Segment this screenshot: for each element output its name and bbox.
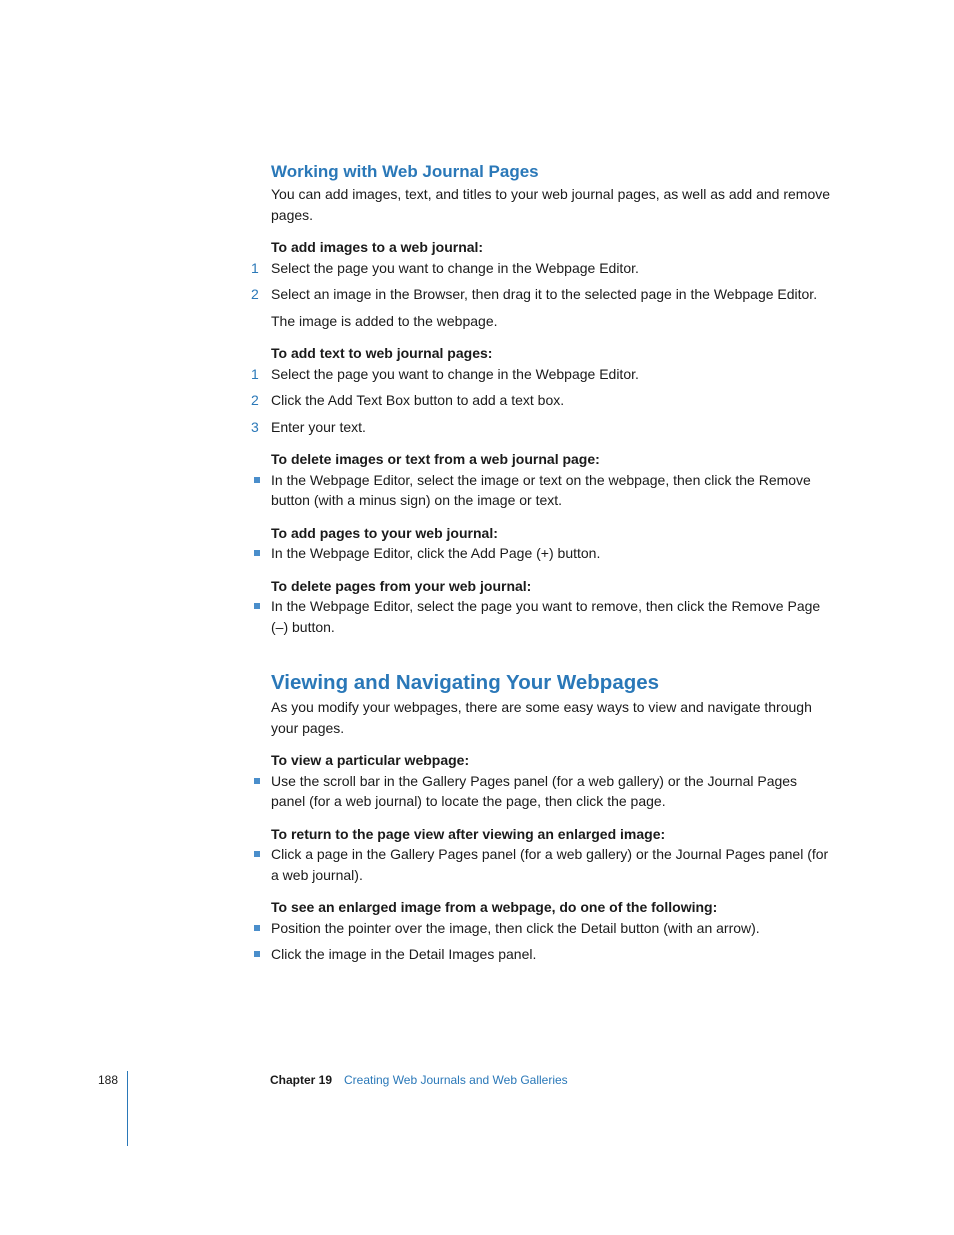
task-title: To delete pages from your web journal: [271, 577, 532, 594]
step-item [251, 284, 831, 305]
numbered-steps [251, 364, 831, 438]
step-number: 1 [251, 365, 259, 382]
square-bullet-icon [254, 951, 260, 957]
step-note: The image is added to the webpage. [271, 312, 498, 329]
task-title: To add images to a web journal: [271, 239, 484, 255]
step-text: Select an image in the Browser, then drag it to the selected page in the Webpage Editor. [271, 286, 818, 302]
square-bullet-icon [254, 550, 260, 556]
square-bullet-icon [254, 925, 260, 931]
step-item [251, 390, 831, 411]
square-bullet-icon [254, 603, 260, 609]
step-text: Enter your text. [271, 418, 366, 435]
list-item: Position the pointer over the image, then click the Detail button (with an arrow). [271, 918, 831, 939]
list-item: In the Webpage Editor, select the image or text on the webpage, then click the Remove button (with a minus sign) on the image or text. [271, 470, 831, 511]
task-title: To return to the page view after viewing an enlarged image: [271, 825, 666, 842]
step-item [251, 364, 831, 385]
page-number: 188 [98, 1073, 119, 1087]
section-intro: You can add images, text, and titles to your web journal pages, as well as add and remove pages. [271, 186, 831, 223]
list-item: Click the image in the Detail Images panel. [271, 944, 831, 965]
task-title: To see an enlarged image from a webpage, do one of the following: [271, 899, 718, 915]
step-number: 2 [251, 286, 259, 302]
bullet-list [271, 844, 831, 885]
step-text: Select the page you want to change in the Webpage Editor. [271, 365, 639, 382]
step-item [251, 258, 831, 279]
square-bullet-icon [254, 778, 260, 784]
task-title: To delete images or text from a web journal page: [271, 451, 600, 467]
chapter-title: Creating Web Journals and Web Galleries [344, 1073, 568, 1087]
footer-divider [127, 1071, 128, 1146]
section-heading-viewing-navigating: Viewing and Navigating Your Webpages [271, 671, 660, 694]
bullet-list [271, 771, 831, 812]
bullet-list [271, 543, 831, 564]
bullet-list [271, 918, 831, 965]
step-text: Click the Add Text Box button to add a text box. [271, 392, 565, 408]
step-number: 1 [251, 259, 259, 276]
list-item: In the Webpage Editor, select the page you want to remove, then click the Remove Page (–) button. [271, 596, 831, 637]
numbered-steps [251, 258, 831, 332]
step-number: 3 [251, 418, 259, 435]
square-bullet-icon [254, 851, 260, 857]
list-item: Use the scroll bar in the Gallery Pages panel (for a web gallery) or the Journal Pages panel (for a web journal) to locate the page, then click the page. [271, 771, 831, 812]
list-item: In the Webpage Editor, click the Add Page (+) button. [271, 543, 831, 564]
section-heading-web-journal-pages: Working with Web Journal Pages [271, 162, 539, 181]
square-bullet-icon [254, 477, 260, 483]
bullet-list [271, 470, 831, 511]
step-text: Select the page you want to change in the Webpage Editor. [271, 259, 639, 276]
list-item: Click a page in the Gallery Pages panel (for a web gallery) or the Journal Pages panel (for a web journal). [271, 844, 831, 885]
step-number: 2 [251, 392, 259, 408]
task-title: To add pages to your web journal: [271, 524, 498, 541]
section-intro: As you modify your webpages, there are some easy ways to view and navigate through your pages. [271, 699, 812, 736]
step-item [251, 417, 831, 438]
task-title: To add text to web journal pages: [271, 345, 493, 361]
task-title: To view a particular webpage: [271, 752, 470, 768]
bullet-list [271, 596, 831, 637]
chapter-label: Chapter 19 [270, 1073, 333, 1087]
page-content [251, 160, 831, 965]
